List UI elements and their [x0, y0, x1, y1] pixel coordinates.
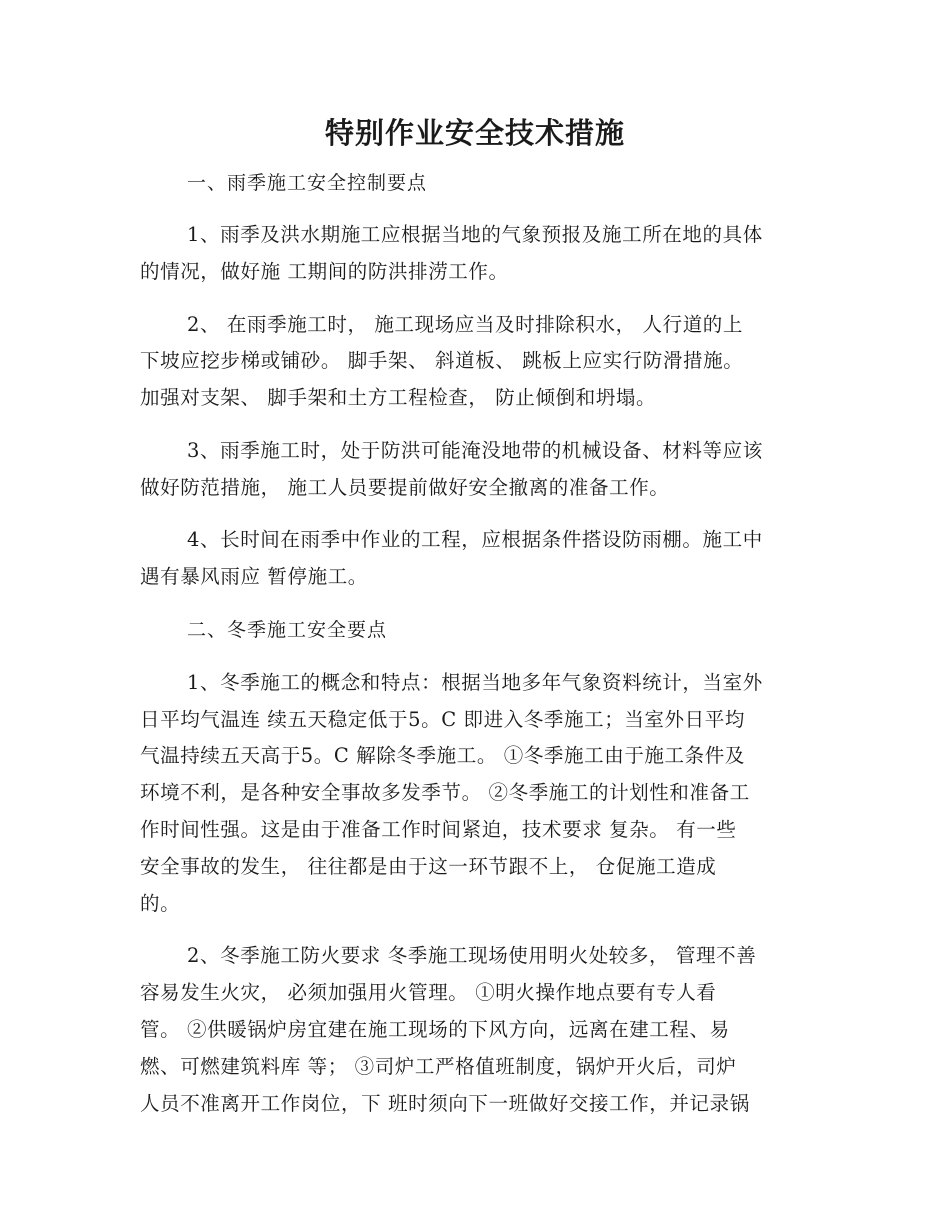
paragraph-line: 2、 在雨季施工时， 施工现场应当及时排除积水， 人行道的上 [187, 313, 744, 336]
paragraph-line: 人员不准离开工作岗位，下 班时须向下一班做好交接工作，并记录锅 [140, 1092, 750, 1115]
paragraph-line: 1、冬季施工的概念和特点：根据当地多年气象资料统计，当室外 [187, 671, 763, 694]
paragraph-line: 管。 ②供暖锅炉房宜建在施工现场的下风方向，远离在建工程、易 [140, 1018, 730, 1041]
paragraph-line: 作时间性强。这是由于准备工作时间紧迫，技术要求 复杂。 有一些 [140, 818, 737, 841]
paragraph-line: 日平均气温连 续五天稳定低于5。C 即进入冬季施工；当室外日平均 [140, 708, 745, 731]
paragraph-line: 气温持续五天高于5。C 解除冬季施工。 ①冬季施工由于施工条件及 [140, 744, 745, 767]
section-heading-winter-season: 二、冬季施工安全要点 [187, 619, 388, 641]
paragraph-line: 做好防范措施， 施工人员要提前做好安全撤离的准备工作。 [140, 476, 670, 499]
paragraph-line: 3、雨季施工时，处于防洪可能淹没地带的机械设备、材料等应该 [187, 439, 763, 462]
document-title: 特别作业安全技术措施 [324, 116, 625, 150]
paragraph-line: 遇有暴风雨应 暂停施工。 [140, 565, 368, 588]
paragraph-line: 安全事故的发生， 往往都是由于这一环节跟不上， 仓促施工造成 [140, 855, 717, 878]
paragraph-line: 容易发生火灾， 必须加强用火管理。 ①明火操作地点要有专人看 [140, 981, 717, 1004]
paragraph-line: 的情况，做好施 工期间的防洪排涝工作。 [140, 260, 509, 283]
paragraph-line: 环境不利，是各种安全事故多发季节。 ②冬季施工的计划性和准备工 [140, 781, 750, 804]
paragraph-line: 下坡应挖步梯或铺砂。 脚手架、 斜道板、 跳板上应实行防滑措施。 [140, 349, 744, 372]
paragraph-line: 1、雨季及洪水期施工应根据当地的气象预报及施工所在地的具体 [187, 223, 763, 246]
paragraph-line: 燃、可燃建筑料库 等； ③司炉工严格值班制度，锅炉开火后，司炉 [140, 1055, 737, 1078]
paragraph-line: 加强对支架、 脚手架和土方工程检查， 防止倾倒和坍塌。 [140, 386, 657, 409]
paragraph-line: 4、长时间在雨季中作业的工程，应根据条件搭设防雨棚。施工中 [187, 528, 763, 551]
section-heading-rainy-season: 一、雨季施工安全控制要点 [187, 172, 428, 194]
paragraph-line: 2、冬季施工防火要求 冬季施工现场使用明火处较多， 管理不善 [187, 944, 757, 967]
paragraph-line: 的。 [140, 892, 181, 915]
